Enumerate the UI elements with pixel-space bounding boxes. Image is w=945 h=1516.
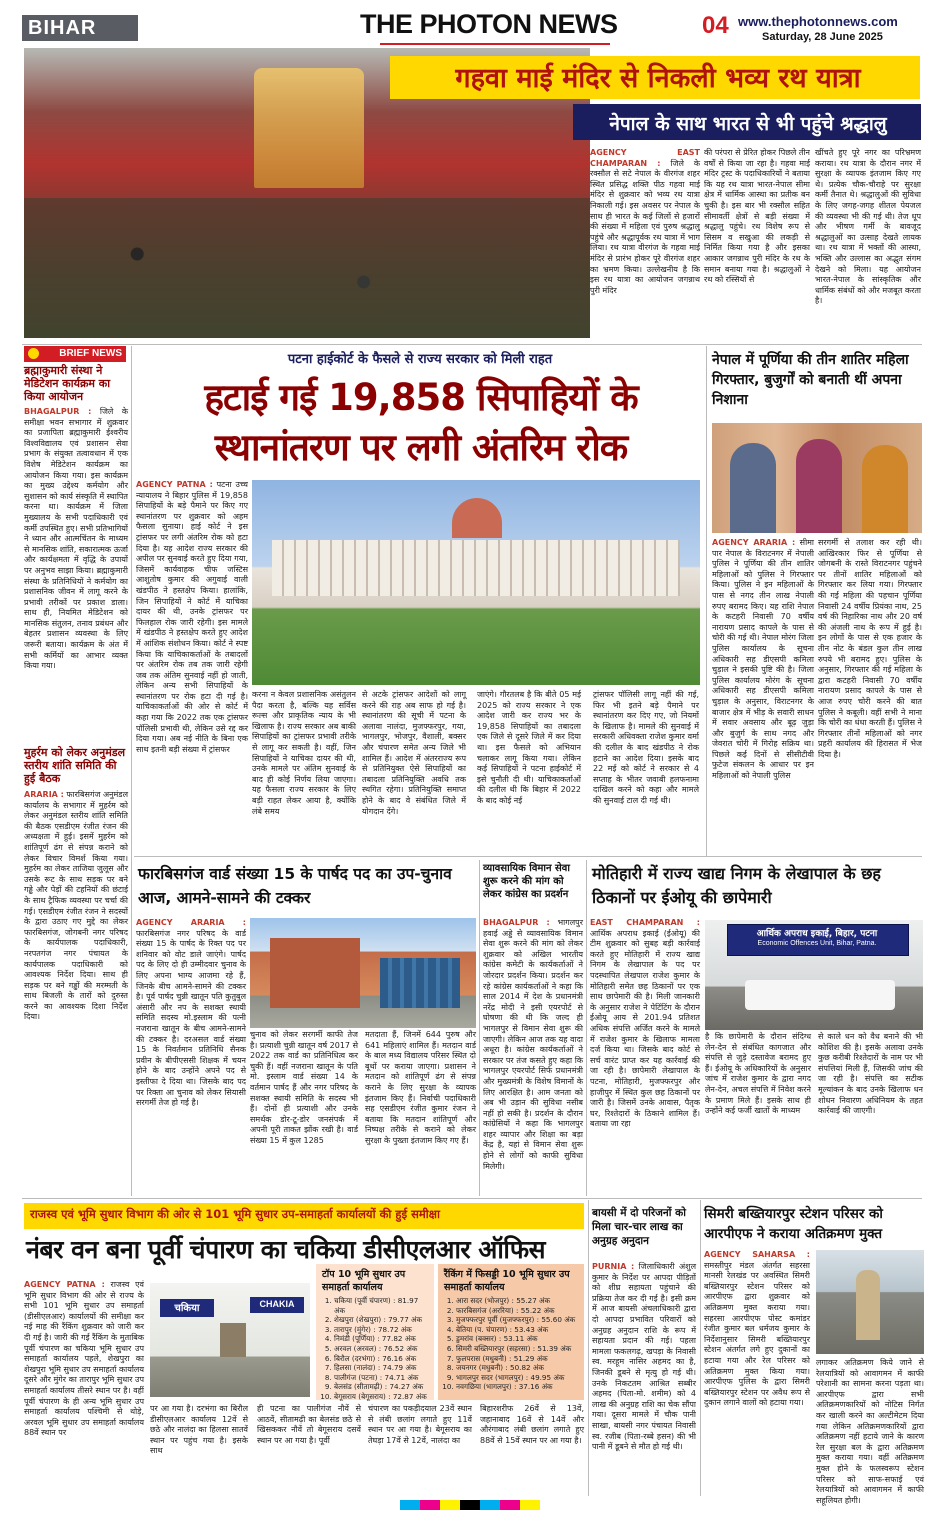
divider: [588, 1200, 589, 1496]
court-agency: AGENCY PATNA :: [136, 480, 213, 489]
brief-item-2-title: मुहर्रम को लेकर अनुमंडल स्तरीय शांति समिति की हुई बैठक: [24, 746, 126, 785]
lead-col-1: [590, 148, 700, 342]
eou-agency: EAST CHAMPARAN :: [590, 918, 700, 927]
top10-item: 1. चकिया (पूर्वी चंपारण) : 81.97 अंक: [334, 1296, 430, 1315]
rpf-agency: AGENCY SAHARSA :: [704, 1250, 810, 1259]
eou-office-photo: [705, 920, 923, 1030]
chakia-text-1: राजस्व एवं भूमि सुधार विभाग की ओर से राज्य के सभी 101 भूमि सुधार उप समाहर्ता (डीसीएलआर) कार्यालयों की समीक्षा कर नई माह की रैंकिंग शुक्रवार को जारी कर दी गई है। जारी की गई रैंकिंग के मुताबिक पूर्वी चंपारण का चकिया भूमि सुधार उप समाहर्ता कार्यालय पहले, शेखपुरा का शेखपुरा भूमि सुधार उप समाहर्ता कार्यालय दूसरे और मुंगेर का तारापुर भूमि सुधार उप समाहर्ता कार्यालय तीसरे स्थान पर है। वहीं पूर्वी चंपारण के ही अन्य भूमि सुधार उप समाहर्ता कार्यालय पश्चिमी से थोड़े, अरवल भूमि सुधार उप समाहर्ता कार्यालय 88वें स्थान पर: [24, 1280, 144, 1438]
brief-item-2-agency: ARARIA :: [24, 790, 64, 799]
lead-col-3: खींचते हुए पूरे नगर का परिभ्रमण कराया। रथ यात्रा के दौरान नगर में सुरक्षा के व्यापक इंतजाम किए गए थे। प्रत्येक चौक-चौराहे पर सुरक्षा कर्मी तैनात थे। श्रद्धालुओं की सुविधा के लिए जगह-जगह शीतल पेयजल की व्यवस्था भी की गई थी। तेज धूप और भीषण गर्मी के बावजूद श्रद्धालुओं का उत्साह देखते लायक था। रथ यात्रा में भक्तों की आस्था, भक्ति और उल्लास का अद्भुत संगम देखने को मिला। यह आयोजन भारत-नेपाल के सांस्कृतिक और धार्मिक संबंधों को और मजबूत करता है।: [815, 148, 921, 306]
top10-title: टॉप 10 भूमि सुधार उप समाहर्ता कार्यालय: [322, 1269, 406, 1293]
chakia-col-3: ही पटना का पालीगंज नौवें से आठवें, सीतामढ़ी का बेलसंड छठे से खिसककर नौवें तो बेगूसराय दसवें स्थान पर आ गया है। पूर्वी: [257, 1404, 361, 1445]
rpf-headline: सिमरी बख्तियारपुर स्टेशन परिसर को आरपीएफ ने कराया अतिक्रमण मुक्त: [704, 1206, 883, 1242]
top10-item: 8. पालीगंज (पटना) : 74.71 अंक: [334, 1373, 430, 1383]
brief-item-1-agency: BHAGALPUR :: [24, 407, 92, 416]
school-building: [270, 938, 360, 1008]
eou-text-1: आर्थिक अपराध इकाई (ईओयू) की टीम शुक्रवार को सुबह बड़ी कार्रवाई करते हुए मोतिहारी में राज्य खाद्य निगम के लेखापाल के पद पर पदस्थापित लेखपाल राजेश कुमार के मोतिहारी समेत छह ठिकानों पर एक साथ छापेमारी की है। मिली जानकारी के अनुसार राजेश ने पेटिंटिंग के दौरान ईओयू आय से 201.94 प्रतिशत अधिक संपत्ति अर्जित करने के मामले में राजेश कुमार के खिलाफ मामला दर्ज किया था। जिसके बाद कोर्ट से सर्च वारंट प्राप्त कर यह कार्रवाई की जा रही है। छापेमारी लेखापाल के पटना, मोतिहारी, मुजफ्फरपुर और हाजीपुर में स्थित कुल छह ठिकानों पर जारी है। जिसमें उनके आवास, पैतृक घर, रिश्तेदारों के ठिकाने शामिल हैं। बताया जा रहा: [590, 928, 700, 1129]
top10-item: 2. शेखपुरा (शेखपुरा) : 79.77 अंक: [334, 1315, 430, 1325]
chakia-col-5: बिहारशरीफ 26वें से 13वें, जहानाबाद 16वें से 14वें और औरंगाबाद लंबी छलांग लगाते हुए 88वें से 15वें स्थान पर आ गया है।: [480, 1404, 584, 1445]
court-col-1: [136, 480, 248, 852]
eou-col-3: से काले धन को वैध बनाने की भी कोशिश की है। इसके अलावा उनके कुछ करीबी रिश्तेदारों के नाम पर भी संपत्तियां मिली हैं, जिसकी जांच की जा रही है। संपत्ति का सटीक मूल्यांकन के बाद उनके खिलाफ धन शोधन निवारण अधिनियम के तहत कार्रवाई की जाएगी।: [818, 1032, 923, 1116]
brief-item-1-body: जिले के समीक्षा भवन सभागार में शुक्रवार का प्रजापिता ब्रह्माकुमारी ईश्वरीय विश्वविद्यालय एवं प्रशासन सेवा प्रभाग के संयुक्त तत्वावधान में एक विशेष मेडिटेशन कार्यक्रम का आयोजन किया गया। इस कार्यक्रम का मुख्य उद्देश्य कर्मयोग और सुशासन को कार्य संस्कृति में स्थापित करना था। कार्यक्रम में जिला मुख्यालय के सभी पदाधिकारी एवं कर्मी उपस्थित हुए। सभी प्रतिभागियों ने ध्यान और आत्मचिंतन के माध्यम से मानसिक शांति, सकारात्मक ऊर्जा और कार्यक्षमता में वृद्धि के उपायों पर अनुभव साझा किया। ब्रह्माकुमारी संस्था के प्रतिनिधियों ने कर्मयोग का प्रशासनिक जीवन में लागू करने के प्रभावी तरीकों पर प्रकाश डाला। साथ ही, नियमित मेडिटेशन को मानसिक संतुलन, तनाव प्रबंधन और बेहतर प्रशासन व्यवस्था के लिए जरूरी बताया। कार्यक्रम के अंत में सभी कर्मियों का आभार व्यक्त किया गया।: [24, 407, 129, 671]
divider: [134, 856, 922, 857]
ward-col-2: चुनाव को लेकर सरगर्मी काफी तेज है। प्रत्याशी चुन्नी खातून वर्ष 2017 से 2022 तक वार्ड का प्रतिनिधित्व कर चुकी हैं। वहीं नजराना खातून के पति मो. इस्लाम वार्ड संख्या 14 के वर्तमान पार्षद हैं और नगर परिषद के सशक्त स्थायी समिति के सदस्य भी हैं। दोनों ही प्रत्याशी और उनके समर्थक डोर-टू-डोर जनसंपर्क में अपनी पूरी ताकत झोंक रखी है। वार्ड संख्या 15 में कुल 1285: [250, 1030, 358, 1145]
eou-sign-hindi: आर्थिक अपराध इकाई, बिहार, पटना: [756, 929, 878, 939]
bottom10-item: 2. फारबिसगंज (अररिया) : 55.22 अंक: [456, 1306, 580, 1316]
brief-item-1-text: [24, 407, 128, 743]
nepal-text-1: सीमा पार नेपाल के विराटनगर में नेपाली पुलिस ने पूर्णिया की तीन शातिर महिलाओं को पुलिस ने गिरफ्तार किया। पुलिस ने इन महिलाओं के पास से नगद तीन लाख नेपाली रुपए बरामद किए। यह राशि नेपाल के कटहरी निवासी 70 वर्षीय नारायण प्रसाद कापले के पास से चोरी की गई थी। नेपाल मोरंग जिला पुलिस कार्यालय के सूचना अधिकारी सह डीएसपी कमिला चुड़ाल ने इसकी पुष्टि की है। जिला पुलिस कार्यालय मोरंग के सूचना अधिकारी सह डीएसपी कमिला चुड़ाल के अनुसार, विराटनगर के बाजार क्षेत्र में भीड़ के सवारी साधन में सवार अवसाय और बूढ़ जुड़ा और बुजुर्ग के साथ नगद और जेवरात चोरी में गिरोह सक्रिय था। पिछले कई दिनों से सीसीटीवी फुटेज संकलन के आधार पर इन महिलाओं को नेपाली पुलिस: [712, 538, 814, 781]
nepal-headline: नेपाल में पूर्णिया की तीन शातिर महिला गिरफ्तार, बुजुर्गों को बनाती थीं अपना निशाना: [712, 352, 909, 408]
rpf-col-1: [704, 1250, 810, 1494]
crowd-shape: [24, 198, 590, 338]
lead-agency: AGENCY EAST CHAMPARAN :: [590, 148, 700, 168]
website: www.thephotonnews.com: [738, 14, 898, 29]
chakia-sign-1: चकिया: [174, 1303, 200, 1314]
court-kicker: पटना हाईकोर्ट के फैसले से राज्य सरकार को मिली राहत: [287, 352, 553, 367]
chakia-headline: नंबर वन बना पूर्वी चंपारण का चकिया डीसीएलआर ऑफिस: [26, 1235, 546, 1264]
top10-item: 9. बेलसंड (सीतामढ़ी) : 74.27 अंक: [334, 1382, 430, 1392]
rpf-photo: [816, 1250, 924, 1354]
eou-col-2: है कि छापेमारी के दौरान संदिग्ध लेन-देन से संबंधित कागजात और संपत्ति से जुड़े दस्तावेज बरामद हुए हैं। ईओयू के अधिकारियों के अनुसार जांच में राजेश कुमार के द्वारा नगद लेन-देन, अचल संपत्ति में निवेश करने के प्रमाण मिले हैं। इसके साथ ही उन्होंने कई फर्जी खातों के माध्यम: [705, 1032, 811, 1116]
eou-vehicles: [745, 980, 895, 1010]
registration-marks: [400, 1500, 540, 1510]
top10-list: [322, 1296, 430, 1402]
top10-item: 6. बिरौल (दरभंगा) : 76.16 अंक: [334, 1354, 430, 1364]
arrested-women-photo: [712, 423, 922, 533]
person-1: [730, 443, 776, 533]
divider: [22, 1198, 922, 1199]
ward-col-3: मतदाता हैं, जिनमें 644 पुरुष और 641 महिलाएं शामिल हैं। मतदान वार्ड के बाल मध्य विद्यालय परिसर स्थित दो बूथों पर कराया जाएगा। प्रशासन ने मतदान को शांतिपूर्ण ढंग से संपन्न कराने के लिए सुरक्षा के व्यापक इंतजाम किए हैं। निर्वाची पदाधिकारी सह एसडीएम रंजीत कुमार रंजन ने बताया कि मतदान शांतिपूर्ण और निष्पक्ष तरीके से कराने को लेकर सुरक्षा के पुख्ता इंतजाम किए गए हैं।: [365, 1030, 476, 1145]
brief-item-2-text: [24, 790, 128, 1195]
chakia-office-photo: [150, 1283, 310, 1397]
page-number: 04: [702, 12, 729, 39]
divider: [479, 860, 480, 1196]
court-col-4: जाएंगे। गौरतलब है कि बीते 05 मई 2025 को राज्य सरकार ने एक आदेश जारी कर राज्य भर के 19,858 सिपाहियों का तबादला एक जिले से दूसरे जिले में कर दिया था। इस फैसले को अभियान चलाकर लागू किया गया। लेकिन कई सिपाहियों ने पटना हाईकोर्ट में इसे चुनौती दी थी। याचिकाकर्ताओं की दलील थी कि बिहार में 2022 के बाद कोई नई: [477, 690, 581, 805]
paper-name: THE PHOTON NEWS: [360, 9, 618, 39]
bottom10-item: 1. आरा सदर (भोजपुर) : 55.27 अंक: [456, 1296, 580, 1306]
eou-headline: मोतिहारी में राज्य खाद्य निगम के लेखापाल के छह ठिकानों पर ईओयू की छापेमारी: [592, 864, 881, 907]
divider: [586, 860, 587, 1196]
bottom10-item: 9. भागलपुर सदर (भागलपुर) : 49.95 अंक: [456, 1373, 580, 1383]
bottom10-item: 6. सिमरी बख्तियारपुर (सहरसा) : 51.39 अंक: [456, 1344, 580, 1354]
bottom10-box: [438, 1264, 584, 1400]
court-col-3: से अटके ट्रांसफर आदेशों को लागू करने की राह अब साफ हो गई है। स्थानांतरण की सूची में पटना के अलावा नालंदा, मुजफ्फरपुर, गया, भागलपुर, भोजपुर, वैशाली, बक्सर और चंपारण समेत अन्य जिले भी शामिल हैं। आदेश में अंतरराज्य रूप से प्रतिनियुक्त ऐसे सिपाहियों का तबादला प्रतिनियुक्ति अवधि तक स्थगित रहेगा। प्रतिनियुक्ति समाप्त होने के बाद वे संबंधित जिले में योगदान देंगे।: [362, 690, 466, 816]
ward-agency: AGENCY ARARIA :: [136, 918, 246, 927]
flight-headline: व्यावसायिक विमान सेवा शुरू करने की मांग को लेकर कांग्रेस का प्रदर्शन: [483, 863, 570, 900]
top10-item: 5. अरवल (अरवल) : 76.52 अंक: [334, 1344, 430, 1354]
bottom10-item: 7. फुलपरास (मधुबनी) : 51.29 अंक: [456, 1354, 580, 1364]
grant-text: [592, 1262, 696, 1494]
polling-school-photo: [250, 918, 476, 1028]
chakia-col-1: [24, 1280, 144, 1494]
court-col-2: करना न केवल प्रशासनिक असंतुलन पैदा करता है, बल्कि यह सर्विस रूल्स और प्राकृतिक न्याय के भी खिलाफ है। राज्य सरकार अब बाकी सिपाहियों का ट्रांसफर प्रभावी तरीके से लागू कर सकती है। वहीं, जिन सिपाहियों ने याचिका दायर की थी, उनके मामले पर अंतिम सुनवाई के बाद ही कोई निर्णय लिया जाएगा। यह फैसला राज्य सरकार के लिए बड़ी राहत लेकर आया है, क्योंकि लंबे समय: [252, 690, 356, 816]
bottom10-item: 4. बेतिया (प. चंपारण) : 53.43 अंक: [456, 1325, 580, 1335]
divider: [131, 346, 132, 1196]
flight-text: [483, 918, 583, 1196]
nepal-agency: AGENCY ARARIA :: [712, 538, 796, 547]
court-headline-1: हटाई गई 19,858 सिपाहियों के: [204, 376, 638, 419]
chakia-sign-2: CHAKIA: [259, 1299, 295, 1309]
brief-news-icon: [28, 348, 39, 359]
grant-agency: PURNIA :: [592, 1262, 635, 1271]
court-col-5: ट्रांसफर पॉलिसी लागू नहीं की गई, फिर भी इतने बड़े पैमाने पर स्थानांतरण कर दिए गए, जो नियमों के खिलाफ है। मामले की सुनवाई में सरकारी अधिवक्ता राजेश कुमार वर्मा की दलील के बाद खंडपीठ ने रोक हटाने का आदेश दिया। इसके बाद 22 मई को कोर्ट ने सरकार से 4 सप्ताह के भीतर जवाबी हलफनामा दाखिल करने को कहा और मामले की सुनवाई टाल दी गई थी।: [593, 690, 699, 805]
bottom10-title: रैंकिंग में फिसड्डी 10 भूमि सुधार उप समाहर्ता कार्यालय: [444, 1269, 570, 1293]
court-intro: पटना उच्च न्यायालय ने बिहार पुलिस में 19,858 सिपाहियों के बड़े पैमाने पर किए गए स्थानांतरण पर शुक्रवार को अहम फैसला सुनाया। हाई कोर्ट ने इस ट्रांसफर पर लगी अंतरिम रोक को हटा दिया है। यह आदेश राज्य सरकार की अपील पर सुनवाई करते हुए दिया गया, जिसमें कार्यवाहक चीफ जस्टिस आशुतोष कुमार की अगुवाई वाली खंडपीठ ने हस्तक्षेप किया। हालांकि, जिन सिपाहियों ने कोर्ट में याचिका दायर की थी, उनके ट्रांसफर पर फिलहाल रोक जारी रहेगी। इस मामले में खंडपीठ ने हस्तक्षेप करते हुए आदेश में आंशिक संशोधन किया। कोर्ट ने स्पष्ट किया कि याचिकाकर्ताओं के तबादलों पर अंतरिम रोक तब तक जारी रहेगी जब तक अंतिम सुनवाई नहीं हो जाती, लेकिन अन्य सभी सिपाहियों के स्थानांतरण पर रोक हटा दी गई है। याचिकाकर्ताओं की ओर से कोर्ट में कहा गया कि 2022 तक एक ट्रांसफर पॉलिसी प्रभावी थी, लेकिन उसे रद्द कर दिया गया। अब नई नीति के बिना एक साथ इतनी बड़ी संख्या में ट्रांसफर: [136, 480, 248, 754]
rpf-officer: [856, 1270, 880, 1340]
lead-col-2: की परंपरा से प्रेरित होकर पिछले तीन वर्षों से किया जा रहा है। गहवा माई मंदिर ट्रस्ट के पदाधिकारियों ने बताया कि यह रथ यात्रा भारत-नेपाल सीमा क्षेत्र में धार्मिक आस्था का प्रतीक बन चुकी है। इस बार भी रक्सौल सहित सीमावर्ती क्षेत्रों से बड़ी संख्या में श्रद्धालु पहुंचे। रथ विशेष रूप से सिसम व सखुआ की लकड़ी से निर्मित किया गया है और इसका आकार जगन्नाथ पुरी मंदिर के रथ के समान बनाया गया है। श्रद्धालुओं ने रथ को रस्सियों से: [704, 148, 810, 285]
eou-col-1: [590, 918, 700, 1196]
bottom10-item: 8. जयनगर (मधुबनी) : 50.82 अंक: [456, 1363, 580, 1373]
divider: [22, 344, 922, 345]
person-3: [862, 445, 908, 533]
eou-sign-english: Economic Offences Unit, Bihar, Patna.: [757, 940, 877, 947]
court-headline-2: स्थानांतरण पर लगी अंतरिम रोक: [214, 426, 628, 469]
divider: [700, 1200, 701, 1496]
high-court-photo: [252, 480, 700, 685]
issue-date: Saturday, 28 June 2025: [762, 31, 883, 43]
lead-headline: गहवा माई मंदिर से निकली भव्य रथ यात्रा: [455, 63, 861, 94]
lead-text-1: जिले के रक्सौल से सटे नेपाल के वीरगंज शहर स्थित प्रसिद्ध शक्ति पीठ गहवा माई मंदिर से शुक्रवार को भव्य रथ यात्रा निकाली गई। इस अवसर पर नेपाल के साथ ही भारत के कई जिलों से हजारों की संख्या में महिला एवं पुरुष श्रद्धालु पहुंचे और श्रद्धापूर्वक रथ यात्रा में भाग लिया। रथ यात्रा वीरगंज के गहवा माई मंदिर से प्रारंभ होकर पूरे वीरगंज शहर का भ्रमण किया। उल्लेखनीय है कि इस रथ यात्रा का आयोजन जगन्नाथ पुरी मंदिर: [590, 158, 701, 295]
person-2: [796, 439, 842, 533]
rpf-text-1: समस्तीपुर मंडल अंतर्गत सहरसा मानसी रेलखंड पर अवस्थित सिमरी बख्तियारपुर स्टेशन परिसर को आरपीएफ द्वारा शुक्रवार को अतिक्रमण मुक्त कराया गया। सहरसा आरपीएफ पोस्ट कमांडर रंजीत कुमार बल धर्मजय कुमार के निर्देशानुसार सिमरी बख्तियारपुर स्टेशन अंतर्गत लगे हुए दुकानों का हटाया गया और रेल परिसर को अतिक्रमण मुक्त किया गया। आरपीएफ पुलिस के द्वारा सिमरी बख्तियारपुर स्टेशन पर अवैध रूप से दुकान लगाने वालों को हटाया गया।: [704, 1260, 810, 1408]
court-dome: [452, 498, 502, 538]
brief-item-1-title: ब्रह्माकुमारी संस्था ने मेडिटेशन कार्यक्रम का किया आयोजन: [24, 364, 111, 403]
rpf-col-2: लगाकर अतिक्रमण किये जाने से रेलयात्रियों को आवागमन में काफी परेशानी का सामना करना पड़ता था। आरपीएफ द्वारा सभी अतिक्रमणकारियों को नोटिस निर्गत कर खाली करने का अल्टीमेटम दिया गया लेकिन अतिक्रमणकारियों द्वारा अतिक्रमण नहीं हटाये जाने के कारण रेल सुरक्षा बल के द्वारा अतिक्रमण मुक्त कराया गया। वहीं अतिक्रमण मुक्त होने के फलस्वरूप स्टेशन परिसर को साफ-सफाई एवं रेलयात्रियों को आवागमन में काफी सहूलियत होगी।: [816, 1358, 924, 1505]
top10-item: 3. तारापुर (मुंगेर) : 78.72 अंक: [334, 1325, 430, 1335]
school-gate: [380, 958, 460, 1008]
ward-col-1: [136, 918, 246, 1196]
chakia-kicker: राजस्व एवं भूमि सुधार विभाग की ओर से 101 भूमि सुधार उप-समाहर्ता कार्यालयों की हुई समीक्षा: [30, 1207, 440, 1221]
brief-item-2-body: फारबिसगंज अनुमंडल कार्यालय के सभागार में मुहर्रम को लेकर अनुमंडल स्तरीय शांति समिति की बैठक एसडीएम रंजीत रंजन की अध्यक्षता में हुई। इसमें मुहर्रम को शांतिपूर्ण ढंग से संपन्न कराने को लेकर विचार विमर्श किया गया। मुहर्रम का लेकर ताजिया जुलूस और उसके रूट के साथ सड़क पर बने गड्ढे और पेड़ों की टहनियों की छंटाई के साथ ट्रैफिक व्यवस्था पर चर्चा की गई। एसडीएम रंजीत रंजन ने सदस्यों के द्वारा उठाए गए मुद्दे का लेकर फारबिसगंज, जोगबनी नगर परिषद के कार्यपालक पदाधिकारी, नरपतगंज नगर पंचायत के कार्यपालक पदाधिकारी को आवश्यक निर्देश दिया। साथ ही सड़क पर बने गड्ढों की मरम्मती के साथ बिजली के तारों को दुरुस्त करने का आवश्यक दिशा निर्देश दिया।: [24, 790, 128, 1022]
divider: [706, 346, 707, 856]
chakia-col-2: पर आ गया है। दरभंगा का बिरौल डीसीएलआर कार्यालय 12वें से छठे और नालंदा का हिलसा सातवें स्थान पर पहुंच गया है। इसके साथ: [150, 1404, 248, 1456]
flight-body: भागलपुर हवाई अड्डे से व्यावसायिक विमान सेवा शुरू करने की मांग को लेकर शुक्रवार को अखिल भारतीय कांग्रेस कमेटी के कार्यकर्ताओं ने जोरदार प्रदर्शन किया। प्रदर्शन कर रहे कांग्रेस कार्यकर्ताओं ने कहा कि साल 2014 में देश के प्रधानमंत्री नरेंद्र मोदी ने इसी एयरपोर्ट से घोषणा की थी कि जल्द ही भागलपुर से विमान सेवा शुरू की जाएगी। लेकिन आज तक यह वादा अधूरा है। कांग्रेस कार्यकर्ताओं ने सरकार पर तंज कसते हुए कहा कि भागलपुर एयरपोर्ट सिर्फ प्रधानमंत्री और मुख्यमंत्री के विशेष विमानों के लिए आरक्षित है। आम जनता को अब भी उड़ान की सुविधा नसीब नहीं हो सकी है। प्रदर्शन के दौरान कांग्रेसियों ने कहा कि भागलपुर शहर व्यापार और शिक्षा का बड़ा केंद्र है, यहां से विमान सेवा शुरू होने से लोगों को काफी सुविधा मिलेगी।: [483, 918, 583, 1171]
court-building: [272, 540, 680, 596]
top10-item: 7. हिलसा (नालंदा) : 74.79 अंक: [334, 1363, 430, 1373]
ward-headline: फारबिसगंज वार्ड संख्या 15 के पार्षद पद का उप-चुनाव आज, आमने-सामने की टक्कर: [138, 865, 452, 907]
nepal-col-2: सरगर्मी से तलाश कर रही थी। आखिरकार फिर से पूर्णिया से जोगबनी के रास्ते विराटनगर पहुंचने पर तीनों शातिर महिलाओं को गिरफ्तार कर लिया गया। गिरफ्तार की गई महिला की पहचान पूर्णिया निवासी 24 वर्षीय प्रियंका नाथ, 25 वर्ष की निहारिका नाथ और 20 वर्ष की अंजली नाथ के रूप में हुई है। इन लोगों के पास से एक हजार के तीन नोट के बंडल कुल तीन लाख रुपये भी बरामद हुए। पुलिस के अनुसार, गिरफ्तार की गई महिला के द्वारा कटहरी निवासी 70 वर्षीय नारायण प्रसाद कापले के पास से आज रुपए चोरी करने की बात पुलिस ने कबूली। वहीं सभी ने माना कि चोरी का धंधा करती हैं। पुलिस ने गिरफ्तार तीनों महिलाओं को नगर प्रहरी कार्यालय की हिरासत में भेज दिया है।: [818, 538, 922, 759]
top10-item: 10. बेगूसराय (बेगूसराय) : 72.87 अंक: [334, 1392, 430, 1402]
bottom10-list: [444, 1296, 580, 1392]
brief-news-label: BRIEF NEWS: [24, 346, 126, 362]
grant-headline: बायसी में दो परिजनों को मिला चार-चार लाख का अनुग्रह अनुदान: [592, 1207, 686, 1247]
paper-tagline-rule: [380, 43, 610, 45]
nepal-col-1: [712, 538, 814, 854]
bottom10-item: 10. नवगछिया (भागलपुर) : 37.16 अंक: [456, 1382, 580, 1392]
bottom10-item: 5. डुमरांव (बक्सर) : 53.11 अंक: [456, 1334, 580, 1344]
top10-box: [316, 1264, 434, 1400]
flight-agency: BHAGALPUR :: [483, 918, 550, 927]
ward-text-1: फारबिसगंज नगर परिषद के वार्ड संख्या 15 के पार्षद के रिक्त पद पर शनिवार को वोट डाले जाएंगे। पार्षद पद के लिए दो ही उम्मीदवार चुनाव के लिए अपना भाग्य आजमा रहे हैं, जिनके बीच आमने-सामने की टक्कर है। पूर्व पार्षद चुन्नी खातून पति कुतुबुल अंसारी और नप के सशक्त स्थायी समिति सदस्य मो.इस्लाम की पत्नी नजराना खातून के बीच आमने-सामने की टक्कर है। दरअसल वार्ड संख्या 15 के निवर्तमान प्रतिनिधि सैनक प्रवीन के बीपीएससी शिक्षक में चयन होने के बाद उन्होंने अपने पद से इस्तीफा दे दिया था। जिसके बाद पद पर रिक्ता आ चुनाव को लेकर सियासी सरगर्मी तेज हो गई है।: [136, 928, 246, 1108]
chariot-shape: [254, 68, 364, 188]
grant-body: जिलाधिकारी अंशुल कुमार के निर्देश पर आपदा पीड़ितों को शीघ्र सहायता पहुंचाने की प्रक्रिया तेज कर दी गई है। इसी क्रम में आज बायसी अंचलाधिकारी द्वारा दो आपदा प्रभावित परिवारों को अनुग्रह अनुदान राशि के रूप में सहायता प्रदान की गई। पहला मामला फकलगढ़, खपड़ा के निवासी स्व. मरहूम नासिर अहमद का है, जिनकी डूबने से मृत्यु हो गई थी। उनके निकटतम आश्रित सब्बीर अहमद (पिता-मो. शमीम) को 4 लाख की अनुग्रह राशि का चेक सौंपा गया। दूसरा मामले में चौक पानी साखा, बायसी नगर पंचायत निवासी स्व. रजीब (पिता-रब्बे हसन) की भी पानी में डूबने से मौत हो गई थी।: [592, 1262, 697, 1452]
bottom10-item: 3. मुजफ्फरपुर पूर्वी (मुजफ्फरपुर) : 55.60 अंक: [456, 1315, 580, 1325]
chakia-col-4: चंपारण का पकड़ीदयाल 23वें स्थान से लंबी छलांग लगाते हुए 11वें स्थान पर आ गया है। बेगूसराय का तेघड़ा 17वें से 12वें, नालंदा का: [368, 1404, 472, 1445]
lead-subhead: नेपाल के साथ भारत से भी पहुंचे श्रद्धालु: [609, 113, 887, 135]
masthead: [0, 0, 945, 54]
top10-item: 4. निमंडी (पूर्णिया) : 77.82 अंक: [334, 1334, 430, 1344]
chakia-agency: AGENCY PATNA :: [24, 1280, 105, 1289]
chakia-building-door: [220, 1323, 246, 1357]
section-label: BIHAR: [22, 15, 138, 41]
